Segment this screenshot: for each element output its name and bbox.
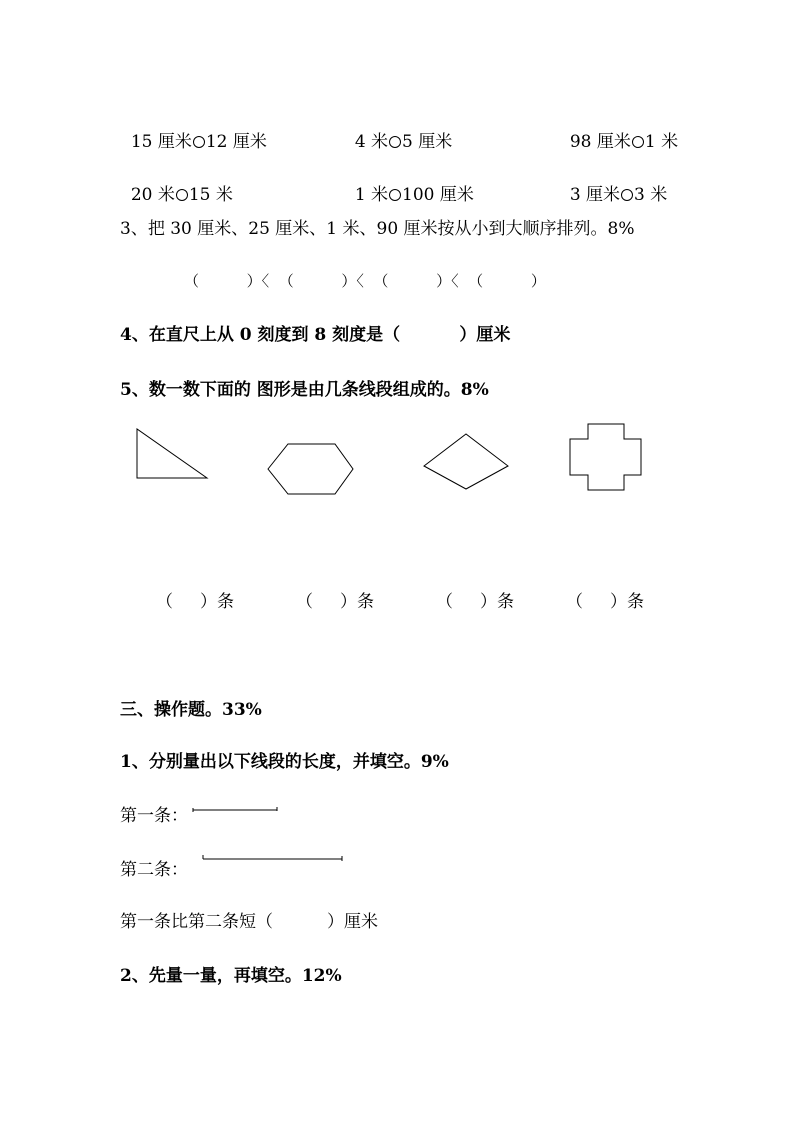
- section-3-question-1-text: 1、分别量出以下线段的长度，并填空。9%: [120, 752, 449, 772]
- second-segment: [200, 853, 350, 863]
- compare-circle-blank[interactable]: [621, 189, 633, 201]
- compare-item-2-1: [120, 165, 233, 205]
- first-segment-label: 第一条：: [120, 806, 188, 826]
- section-3-title: 三、操作题。33%: [120, 700, 262, 720]
- compare-circle-blank[interactable]: [389, 136, 401, 148]
- second-segment-label: 第二条：: [120, 860, 188, 880]
- compare-circle-blank[interactable]: [632, 136, 644, 148]
- question-5-text: 5、数一数下面的 图形是由几条线段组成的。8%: [120, 380, 489, 400]
- compare-right: 12 厘米: [205, 132, 267, 152]
- answer-blank-hexagon[interactable]: （ ）条: [296, 592, 375, 612]
- compare-circle-blank[interactable]: [389, 189, 401, 201]
- answer-blank-cross[interactable]: （ ）条: [566, 592, 645, 612]
- question-4-text: 4、在直尺上从 0 刻度到 8 刻度是（ ）厘米: [120, 325, 511, 345]
- answer-blank-rhombus[interactable]: （ ）条: [436, 592, 515, 612]
- compare-item-2-2: [344, 165, 474, 205]
- compare-left: 3 厘米: [569, 185, 621, 205]
- compare-item-2-3: [559, 165, 667, 205]
- compare-left: 98 厘米: [569, 132, 631, 152]
- hexagon-shape: [268, 444, 353, 494]
- compare-left: 1 米: [354, 185, 389, 205]
- compare-right: 3 米: [634, 185, 668, 205]
- section-3-question-2-text: 2、先量一量，再填空。12%: [120, 966, 342, 986]
- question-3-text: 3、把 30 厘米、25 厘米、1 米、90 厘米按从小到大顺序排列。8%: [120, 219, 635, 239]
- compare-right: 100 厘米: [402, 185, 474, 205]
- first-segment: [190, 805, 290, 815]
- question-3-order-blanks[interactable]: （ ）〈 （ ）〈 （ ）〈 （ ）: [184, 272, 546, 290]
- compare-left: 20 米: [130, 185, 175, 205]
- compare-left: 15 厘米: [130, 132, 192, 152]
- segment-compare-question: 第一条比第二条短（ ）厘米: [120, 912, 379, 932]
- compare-item-1-3: [559, 112, 678, 152]
- shapes-figure: [0, 420, 794, 560]
- compare-circle-blank[interactable]: [193, 136, 205, 148]
- answer-blank-triangle[interactable]: （ ）条: [156, 592, 235, 612]
- compare-left: 4 米: [354, 132, 389, 152]
- cross-shape: [570, 424, 641, 490]
- compare-circle-blank[interactable]: [176, 189, 188, 201]
- compare-item-1-1: [120, 112, 267, 152]
- compare-right: 15 米: [188, 185, 233, 205]
- rhombus-shape: [424, 434, 508, 489]
- compare-right: 5 厘米: [402, 132, 453, 152]
- compare-right: 1 米: [644, 132, 679, 152]
- triangle-shape: [137, 429, 207, 478]
- compare-item-1-2: [344, 112, 452, 152]
